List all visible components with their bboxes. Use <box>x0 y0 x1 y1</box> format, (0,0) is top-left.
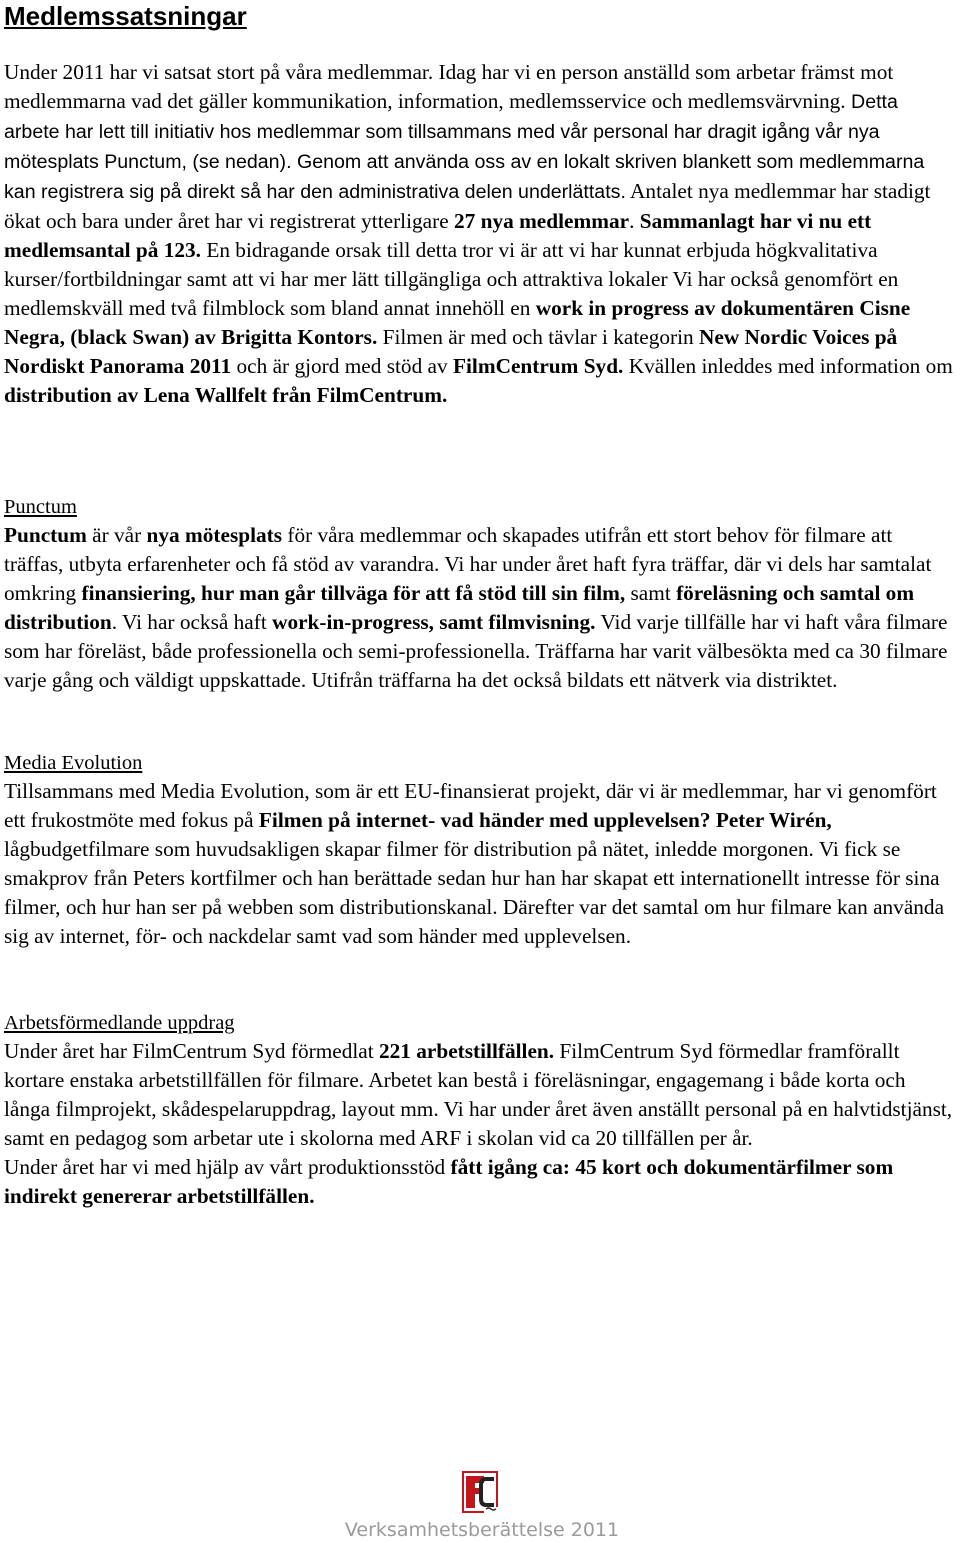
punctum-paragraph: Punctum är vår nya mötesplats för våra medlemmar och skapades utifrån ett stort behov för filmare att träffas, utbyta erfarenheter och få stöd av varandra. Vi har under året haft fyra träffar, där vi dels har samtalat omkring finansiering, hur man går tillväga för att få stöd till sin film, samt föreläsning och samtal om distribution. Vi har också haft work-in-progress, samt filmvisning. Vid varje tillfälle har vi haft våra filmare som har föreläst, både professionella och semi-professionella. Träffarna har varit välbesökta med ca 30 filmare varje gång och väldigt uppskattade. Utifrån träffarna ha det också bildats ett nätverk via distriktet. <box>4 523 948 692</box>
arbetsformedlande-heading: Arbetsförmedlande uppdrag <box>4 1012 235 1034</box>
punctum-heading: Punctum <box>4 496 77 518</box>
media-evolution-paragraph: Tillsammans med Media Evolution, som är ett EU-finansierat projekt, där vi är medlemmar, har vi genomfört ett frukostmöte med fokus på Filmen på internet- vad händer med upplevelsen? Peter Wirén, lågbudgetfilmare som huvudsakligen skapar filmer för distribution på nätet, inledde morgonen. Vi fick se smakprov från Peters kortfilmer och han berättade sedan hur han har skapat ett internationellt intresse för sina filmer, och hur han ser på webben som distributionskanal. Därefter var det samtal om hur filmare kan använda sig av internet, för- och nackdelar samt vad som händer med upplevelsen. <box>4 779 945 948</box>
page-footer: Verksamhetsberättelse 2011 <box>344 1519 620 1541</box>
intro-paragraph: Under 2011 har vi satsat stort på våra medlemmar. Idag har vi en person anställd som arbetar främst mot medlemmarna vad det gäller kommunikation, information, medlemsservice och medlemsvärvning. Detta arbete har lett till initiativ hos medlemmar som tillsammans med vår personal har dragit igång vår nya mötesplats Punctum, (se nedan). Genom att använda oss av en lokalt skriven blankett som medlemmarna kan registrera sig på direkt så har den administrativa delen underlättats. Antalet nya medlemmar har stadigt ökat och bara under året har vi registrerat ytterligare 27 nya medlemmar. Sammanlagt har vi nu ett medlemsantal på 123. En bidragande orsak till detta tror vi är att vi har kunnat erbjuda högkvalitativa kurser/fortbildningar samt att vi har mer lätt tillgängliga och attraktiva lokaler Vi har också genomfört en medlemskväll med två filmblock som bland annat innehöll en work in progress av dokumentären Cisne Negra, (black Swan) av Brigitta Kontors. Filmen är med och tävlar i kategorin New Nordic Voices på Nordiskt Panorama 2011 och är gjord med stöd av FilmCentrum Syd. Kvällen inleddes med information om distribution av Lena Wallfelt från FilmCentrum. <box>4 60 953 407</box>
arbetsformedlande-paragraph: Under året har FilmCentrum Syd förmedlat 221 arbetstillfällen. FilmCentrum Syd förmedlar framförallt kortare enstaka arbetstillfällen för filmare. Arbetet kan bestå i föreläsningar, engagemang i både korta och långa filmprojekt, skådespelaruppdrag, layout mm. Vi har under året även anställt personal på en halvtidstjänst, samt en pedagog som arbetar ute i skolorna med ARF i skolan vid ca 20 tillfällen per år. Under året har vi med hjälp av vårt produktionsstöd fått igång ca: 45 kort och dokumentärfilmer som indirekt genererar arbetstillfällen. <box>4 1039 953 1208</box>
filmcentrum-syd-logo-icon <box>460 1471 502 1517</box>
page-title: Medlemssatsningar <box>4 1 247 31</box>
media-evolution-heading: Media Evolution <box>4 752 143 774</box>
